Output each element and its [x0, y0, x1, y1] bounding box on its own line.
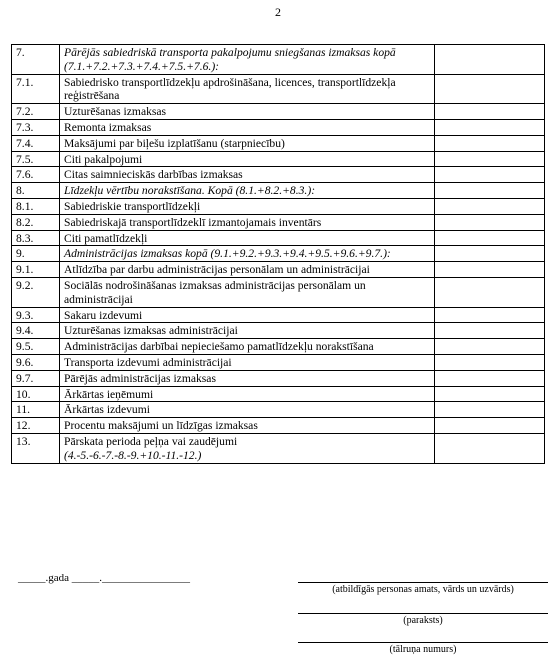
row-description-text: Citi pamatlīdzekļi: [64, 231, 148, 245]
row-description: [60, 167, 435, 183]
table-row: [12, 198, 545, 214]
row-value-cell[interactable]: [435, 386, 545, 402]
row-description-text: Citi pakalpojumi: [64, 152, 143, 166]
table-row: [12, 74, 545, 104]
row-description: [60, 262, 435, 278]
row-value-cell[interactable]: [435, 119, 545, 135]
row-description: [60, 45, 435, 75]
row-number: 9.6.: [12, 354, 60, 370]
table-row: [12, 307, 545, 323]
row-value-cell[interactable]: [435, 246, 545, 262]
row-description: [60, 433, 435, 463]
row-value-cell[interactable]: [435, 262, 545, 278]
row-value-cell[interactable]: [435, 418, 545, 434]
row-value-cell[interactable]: [435, 402, 545, 418]
row-description-text: Sabiedriskie transportlīdzekļi: [64, 199, 201, 213]
row-number: 7.6.: [12, 167, 60, 183]
row-value-cell[interactable]: [435, 45, 545, 75]
row-value-cell[interactable]: [435, 135, 545, 151]
signature-line: [298, 601, 548, 614]
signature-caption: (paraksts): [403, 615, 443, 626]
row-value-cell[interactable]: [435, 277, 545, 307]
row-description-text: Procentu maksājumi un līdzīgas izmaksas: [64, 419, 258, 433]
row-description: [60, 135, 435, 151]
row-formula: (4.-5.-6.-7.-8.-9.+10.-11.-12.): [64, 448, 202, 462]
table-row: [12, 151, 545, 167]
row-number: 9.: [12, 246, 60, 262]
table-row: [12, 402, 545, 418]
row-number: 7.3.: [12, 119, 60, 135]
table-row: [12, 104, 545, 120]
report-table-body: [12, 45, 545, 464]
row-description: [60, 402, 435, 418]
row-number: 7.1.: [12, 74, 60, 104]
table-row: [12, 45, 545, 75]
table-row: [12, 386, 545, 402]
row-number: 9.1.: [12, 262, 60, 278]
row-description-text: Administrācijas darbībai nepieciešamo pamatlīdzekļu norakstīšana: [64, 340, 374, 354]
row-description-text: Maksājumi par biļešu izplatīšanu (starpniecību): [64, 136, 285, 150]
row-number: 8.1.: [12, 198, 60, 214]
row-value-cell[interactable]: [435, 104, 545, 120]
row-description: [60, 198, 435, 214]
table-row: [12, 277, 545, 307]
row-description-text: Līdzekļu vērtību norakstīšana. Kopā (8.1.+8.2.+8.3.):: [64, 184, 316, 198]
row-number: 8.2.: [12, 214, 60, 230]
position-name-caption: (atbildīgās personas amats, vārds un uzvārds): [332, 584, 514, 595]
row-description: [60, 119, 435, 135]
row-description: [60, 214, 435, 230]
table-row: [12, 246, 545, 262]
row-number: 9.7.: [12, 370, 60, 386]
row-description-text: Pārējās sabiedriskā transporta pakalpojumu sniegšanas izmaksas kopā (7.1.+7.2.+7.3.+7.4.+7.5.+7.6.):: [64, 46, 396, 73]
table-row: [12, 135, 545, 151]
row-description: [60, 370, 435, 386]
row-description-text: Sabiedriskajā transportlīdzeklī izmantojamais inventārs: [64, 215, 322, 229]
row-value-cell[interactable]: [435, 230, 545, 246]
table-row: [12, 339, 545, 355]
row-description-text: Pārējās administrācijas izmaksas: [64, 371, 216, 385]
row-description: [60, 386, 435, 402]
row-number: 9.5.: [12, 339, 60, 355]
position-name-line: [298, 570, 548, 583]
phone-number-line: [298, 630, 548, 643]
row-description: [60, 339, 435, 355]
row-value-cell[interactable]: [435, 198, 545, 214]
row-number: 13.: [12, 433, 60, 463]
row-description-text: Sociālās nodrošināšanas izmaksas administrācijas personālam un administrācijai: [64, 278, 366, 306]
row-description-text: Ārkārtas izdevumi: [64, 403, 150, 417]
date-line: _____.gada _____.________________: [18, 572, 191, 584]
row-description: [60, 104, 435, 120]
row-description: [60, 323, 435, 339]
row-description-text: Atlīdzība par darbu administrācijas personālam un administrācijai: [64, 263, 370, 277]
table-row: [12, 167, 545, 183]
row-description-text: Sabiedrisko transportlīdzekļu apdrošināšana, licences, transportlīdzekļa reģistrēšana: [64, 75, 396, 103]
row-number: 7.4.: [12, 135, 60, 151]
row-number: 9.3.: [12, 307, 60, 323]
row-description-text: Transporta izdevumi administrācijai: [64, 355, 232, 369]
row-number: 12.: [12, 418, 60, 434]
table-row: [12, 119, 545, 135]
row-description: [60, 246, 435, 262]
row-value-cell[interactable]: [435, 307, 545, 323]
row-description: [60, 354, 435, 370]
row-description-text: Ārkārtas ieņēmumi: [64, 387, 154, 401]
row-description-text: Sakaru izdevumi: [64, 308, 143, 322]
row-description: [60, 277, 435, 307]
page-number: 2: [275, 5, 281, 19]
row-value-cell[interactable]: [435, 354, 545, 370]
row-value-cell[interactable]: [435, 433, 545, 463]
row-value-cell[interactable]: [435, 339, 545, 355]
row-number: 11.: [12, 402, 60, 418]
phone-number-caption: (tālruņa numurs): [389, 644, 457, 655]
row-description-text: Remonta izmaksas: [64, 120, 152, 134]
row-description: [60, 151, 435, 167]
table-row: [12, 214, 545, 230]
table-row: [12, 370, 545, 386]
row-description-text: Pārskata perioda peļņa vai zaudējumi: [64, 434, 238, 448]
table-row: [12, 183, 545, 199]
row-value-cell[interactable]: [435, 214, 545, 230]
row-number: 7.5.: [12, 151, 60, 167]
table-row: [12, 323, 545, 339]
row-number: 9.4.: [12, 323, 60, 339]
row-number: 9.2.: [12, 277, 60, 307]
row-number: 8.3.: [12, 230, 60, 246]
row-description: [60, 418, 435, 434]
row-value-cell[interactable]: [435, 151, 545, 167]
cost-report-table: [11, 44, 545, 464]
table-row: [12, 433, 545, 463]
row-value-cell[interactable]: [435, 167, 545, 183]
row-value-cell[interactable]: [435, 370, 545, 386]
row-value-cell[interactable]: [435, 183, 545, 199]
row-description-text: Uzturēšanas izmaksas administrācijai: [64, 324, 238, 338]
row-description: [60, 74, 435, 104]
row-number: 8.: [12, 183, 60, 199]
row-description-text: Citas saimnieciskās darbības izmaksas: [64, 168, 243, 182]
row-description-text: Administrācijas izmaksas kopā (9.1.+9.2.+9.3.+9.4.+9.5.+9.6.+9.7.):: [64, 247, 391, 261]
row-number: 7.: [12, 45, 60, 75]
table-row: [12, 262, 545, 278]
row-description: [60, 183, 435, 199]
row-number: 7.2.: [12, 104, 60, 120]
row-description: [60, 230, 435, 246]
table-row: [12, 354, 545, 370]
row-description-text: Uzturēšanas izmaksas: [64, 105, 167, 119]
row-value-cell[interactable]: [435, 74, 545, 104]
row-number: 10.: [12, 386, 60, 402]
table-row: [12, 418, 545, 434]
row-value-cell[interactable]: [435, 323, 545, 339]
row-description: [60, 307, 435, 323]
table-row: [12, 230, 545, 246]
